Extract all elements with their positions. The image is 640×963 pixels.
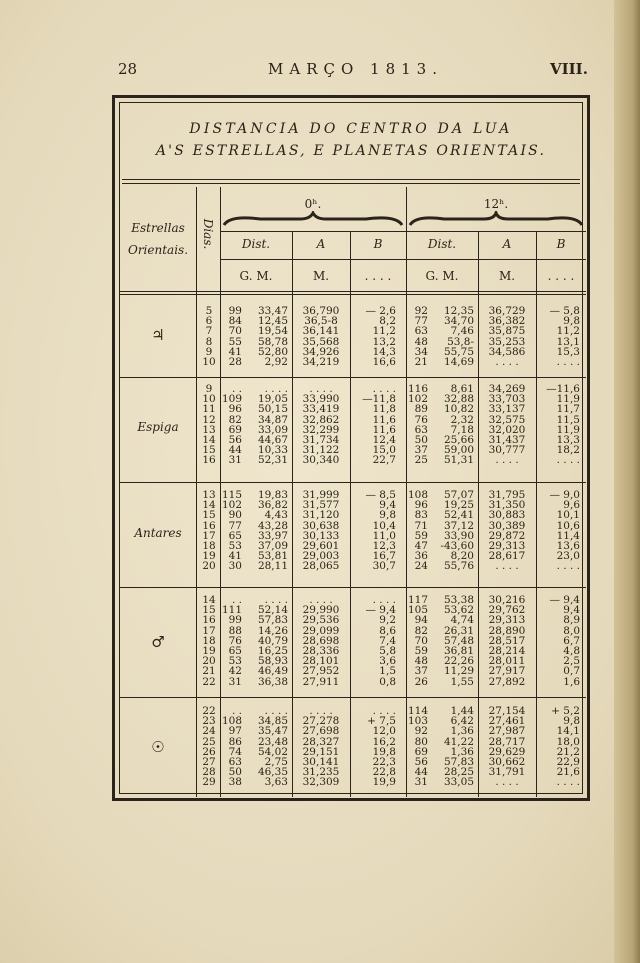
signature-mark: VIII. bbox=[550, 60, 588, 78]
table-title-line2: A'S ESTRELLAS, E PLANETAS ORIENTAIS. bbox=[155, 143, 547, 159]
min-col-0h: 33,47 12,45 19,54 58,78 52,80 2,92 bbox=[257, 305, 288, 369]
vline-star bbox=[196, 187, 197, 797]
sub-header-a-12h: A bbox=[502, 237, 512, 251]
running-title: MARÇO 1813. bbox=[268, 60, 443, 78]
days-col: 13 14 15 16 17 18 19 20 bbox=[202, 489, 216, 573]
a-col-0h: 36,790 36,5-8 36,141 35,568 34,926 34,219 bbox=[302, 305, 340, 369]
unit-dots-12h: . . . . bbox=[547, 269, 575, 283]
brace-12h bbox=[406, 211, 586, 229]
table-title-line1: DISTANCIA DO CENTRO DA LUA bbox=[189, 121, 513, 137]
vline-days bbox=[220, 187, 221, 797]
min-col-0h: . . . . 34,85 35,47 23,48 54,02 2,75 46,35 3,63 bbox=[257, 705, 288, 789]
a-col-0h: . . . . 29,990 29,536 29,099 28,698 28,336 28,101 27,952 27,911 bbox=[302, 594, 340, 688]
mars-symbol: ♂ bbox=[151, 633, 165, 651]
days-col: 9 10 11 12 13 14 15 16 bbox=[202, 383, 216, 467]
page-gutter bbox=[614, 0, 640, 963]
a-col-12h: 27,154 27,461 27,987 28,717 29,629 30,662 31,791 . . . . bbox=[488, 705, 526, 789]
b-col-0h: — 8,5 9,4 9,8 10,4 11,0 12,3 16,7 30,7 bbox=[365, 489, 396, 573]
min-col-12h: 1,44 6,42 1,36 41,22 1,36 57,83 28,25 33,05 bbox=[443, 705, 474, 789]
title-rule bbox=[122, 179, 580, 180]
min-col-0h: . . . . 19,05 50,15 34,87 33,09 44,67 10,33 52,31 bbox=[257, 383, 288, 467]
deg-col-12h: 108 96 83 71 59 47 36 24 bbox=[408, 489, 429, 573]
jupiter-symbol: ♃ bbox=[151, 326, 165, 344]
unit-m-12h: M. bbox=[498, 269, 516, 283]
col-label-orientais: Orientais. bbox=[127, 243, 189, 257]
sub-header-dist-0h: Dist. bbox=[241, 237, 271, 251]
unit-m-0h: M. bbox=[312, 269, 330, 283]
header-rule-subheads bbox=[220, 259, 586, 260]
sub-header-b-12h: B bbox=[556, 237, 566, 251]
table-frame bbox=[112, 95, 590, 801]
title-rule-double bbox=[122, 183, 580, 184]
sub-header-b-0h: B bbox=[373, 237, 383, 251]
group-rule-4 bbox=[120, 697, 586, 698]
b-col-0h: . . . . —11,8 11,8 11,6 11,6 12,4 15,0 22,7 bbox=[362, 383, 396, 467]
min-col-12h: 53,38 53,62 4,74 26,31 57,48 36,81 22,26 11,29 1,55 bbox=[443, 594, 474, 688]
time-header-12h: 12ʰ. bbox=[483, 197, 509, 211]
running-head bbox=[0, 60, 640, 82]
min-col-12h: 8,61 32,88 10,82 2,32 7,18 25,66 59,00 51,31 bbox=[443, 383, 474, 467]
star-name-antares: Antares bbox=[134, 526, 182, 540]
deg-col-0h: . . 108 97 86 74 63 50 38 bbox=[222, 705, 243, 789]
group-rule-2 bbox=[120, 482, 586, 483]
b-col-0h: . . . . — 9,4 9,2 8,6 7,4 5,8 3,6 1,5 0,8 bbox=[365, 594, 396, 688]
days-col: 14 15 16 17 18 19 20 21 22 bbox=[202, 594, 216, 688]
header-rule-bottom bbox=[120, 291, 586, 292]
a-col-0h: . . . . 33,990 33,419 32,862 32,299 31,734 31,122 30,340 bbox=[302, 383, 340, 467]
table-frame-inner bbox=[119, 102, 583, 794]
min-col-0h: . . . . 52,14 57,83 14,26 40,79 16,25 58,93 46,49 36,38 bbox=[257, 594, 288, 688]
days-col: 5 6 7 8 9 10 bbox=[202, 305, 216, 369]
b-col-0h: . . . . + 7,5 12,0 16,2 19,8 22,3 22,8 19,9 bbox=[367, 705, 396, 789]
deg-col-0h: 99 84 70 55 41 28 bbox=[228, 305, 242, 369]
unit-gm-12h: G. M. bbox=[425, 269, 459, 283]
brace-0h bbox=[220, 211, 406, 229]
deg-col-0h: . . 111 99 88 76 65 53 42 31 bbox=[222, 594, 243, 688]
deg-col-12h: 117 105 94 82 70 59 48 37 26 bbox=[408, 594, 429, 688]
header-rule-bottom-double bbox=[120, 294, 586, 295]
b-col-12h: —11,6 11,9 11,7 11,5 11,9 13,3 18,2 . . . . bbox=[546, 383, 580, 467]
unit-dots-0h: . . . . bbox=[364, 269, 392, 283]
min-col-12h: 12,35 34,70 7,46 53,8- 55,75 14,69 bbox=[443, 305, 474, 369]
a-col-12h: 30,216 29,762 29,313 28,890 28,517 28,214 28,011 27,917 27,892 bbox=[488, 594, 526, 688]
deg-col-12h: 114 103 92 80 69 56 44 31 bbox=[408, 705, 429, 789]
deg-col-0h: 115 102 90 77 65 53 41 30 bbox=[222, 489, 243, 573]
page-number: 28 bbox=[118, 60, 138, 78]
vline-a0 bbox=[350, 231, 351, 797]
group-rule-1 bbox=[120, 377, 586, 378]
b-col-12h: — 9,4 9,4 8,9 8,0 6,7 4,8 2,5 0,7 1,6 bbox=[549, 594, 580, 688]
a-col-12h: 36,729 36,382 35,875 35,253 34,586 . . . . bbox=[488, 305, 526, 369]
days-col: 22 23 24 25 26 27 28 29 bbox=[202, 705, 216, 789]
deg-col-0h: . . 109 96 82 69 56 44 31 bbox=[222, 383, 243, 467]
col-label-dias: Dias. bbox=[201, 218, 215, 250]
b-col-12h: — 9,0 9,6 10,1 10,6 11,4 13,6 23,0 . . . . bbox=[549, 489, 580, 573]
time-header-0h: 0ʰ. bbox=[304, 197, 322, 211]
a-col-0h: 31,999 31,577 31,120 30,638 30,133 29,601 29,003 28,065 bbox=[302, 489, 340, 573]
vline-dist0 bbox=[292, 231, 293, 797]
sun-symbol: ☉ bbox=[151, 738, 165, 756]
header-rule-brace bbox=[220, 231, 586, 232]
sub-header-a-0h: A bbox=[316, 237, 326, 251]
a-col-12h: 34,269 33,703 33,137 32,575 32,020 31,437 30,777 . . . . bbox=[488, 383, 526, 467]
star-name-espiga: Espiga bbox=[137, 420, 179, 434]
unit-gm-0h: G. M. bbox=[239, 269, 273, 283]
vline-dist12 bbox=[478, 231, 479, 797]
deg-col-12h: 116 102 89 76 63 50 37 25 bbox=[408, 383, 429, 467]
deg-col-12h: 92 77 63 48 34 21 bbox=[414, 305, 428, 369]
a-col-12h: 31,795 31,350 30,883 30,389 29,872 29,313 28,617 . . . . bbox=[488, 489, 526, 573]
vline-12h bbox=[406, 187, 407, 797]
col-label-estrellas: Estrellas bbox=[131, 221, 185, 235]
b-col-12h: + 5,2 9,8 14,1 18,0 21,2 22,9 21,6 . . . . bbox=[551, 705, 580, 789]
b-col-12h: — 5,8 9,8 11,2 13,1 15,3 . . . . bbox=[549, 305, 580, 369]
a-col-0h: . . . . 27,278 27,698 28,327 29,151 30,141 31,235 32,309 bbox=[302, 705, 340, 789]
group-rule-3 bbox=[120, 587, 586, 588]
sub-header-dist-12h: Dist. bbox=[427, 237, 457, 251]
min-col-12h: 57,07 19,25 52,41 37,12 33,90 -43,60 8,20 55,76 bbox=[440, 489, 474, 573]
vline-a12 bbox=[536, 231, 537, 797]
min-col-0h: 19,83 36,82 4,43 43,28 33,97 37,09 53,81 28,11 bbox=[257, 489, 288, 573]
b-col-0h: — 2,6 8,2 11,2 13,2 14,3 16,6 bbox=[365, 305, 396, 369]
